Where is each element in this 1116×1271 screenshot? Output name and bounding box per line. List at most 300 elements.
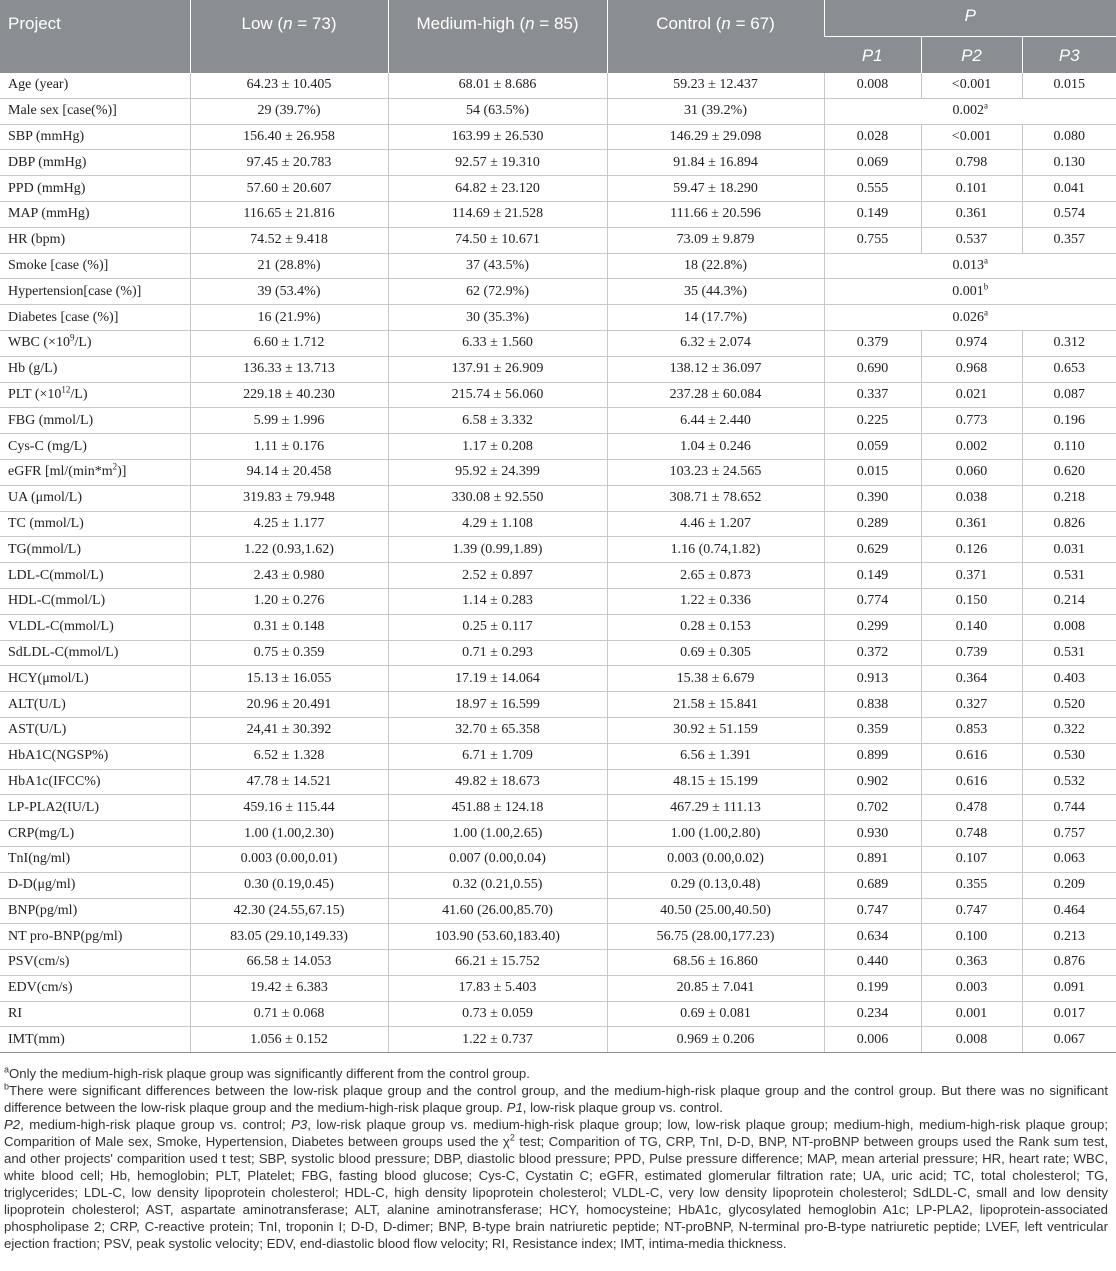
cell-control: 146.29 ± 29.098 [607,124,824,150]
row-label-text: Diabetes [case (%)] [8,309,119,325]
row-label [0,898,190,924]
row-label-text: SdLDL-C(mmol/L) [8,644,119,660]
cell-medium-high: 1.39 (0.99,1.89) [388,537,607,563]
row-label [0,950,190,976]
cell-medium-high: 18.97 ± 16.599 [388,692,607,718]
cell-p3: 0.067 [1022,1027,1116,1053]
cell-p3: 0.520 [1022,692,1116,718]
cell-p-merged [824,279,1116,305]
table-row [0,846,1116,872]
cell-p3: 0.403 [1022,666,1116,692]
table-row [0,124,1116,150]
cell-medium-high: 103.90 (53.60,183.40) [388,924,607,950]
row-label-tail: /L) [70,386,88,402]
row-label [0,150,190,176]
cell-p2: 0.616 [921,769,1022,795]
row-label-text: Hypertension[case (%)] [8,283,142,299]
cell-low: 459.16 ± 115.44 [190,795,388,821]
cell-medium-high: 64.82 ± 23.120 [388,176,607,202]
table-row [0,614,1116,640]
row-label [0,563,190,589]
row-label [0,614,190,640]
cell-medium-high: 37 (43.5%) [388,253,607,279]
cell-p2: 0.371 [921,563,1022,589]
row-label-text: TnI(ng/ml) [8,851,71,867]
cell-medium-high: 0.73 ± 0.059 [388,1001,607,1027]
cell-p1: 0.634 [824,924,921,950]
cell-medium-high: 0.71 ± 0.293 [388,640,607,666]
cell-control: 91.84 ± 16.894 [607,150,824,176]
cell-low: 229.18 ± 40.230 [190,382,388,408]
cell-medium-high: 330.08 ± 92.550 [388,485,607,511]
cell-medium-high: 163.99 ± 26.530 [388,124,607,150]
cell-low: 0.71 ± 0.068 [190,1001,388,1027]
cell-medium-high: 49.82 ± 18.673 [388,769,607,795]
row-label-text: WBC (×10 [8,335,70,351]
cell-medium-high: 92.57 ± 19.310 [388,150,607,176]
cell-p3: 0.214 [1022,588,1116,614]
table-row [0,769,1116,795]
table-row [0,975,1116,1001]
cell-control: 2.65 ± 0.873 [607,563,824,589]
cell-control: 237.28 ± 60.084 [607,382,824,408]
cell-control: 73.09 ± 9.879 [607,227,824,253]
p-value-note: a [984,100,989,111]
row-label [0,305,190,331]
row-label-text: ALT(U/L) [8,696,66,712]
row-label [0,588,190,614]
cell-p1: 0.690 [824,356,921,382]
cell-medium-high: 2.52 ± 0.897 [388,563,607,589]
cell-control: 18 (22.8%) [607,253,824,279]
cell-p2: 0.616 [921,743,1022,769]
cell-p2: 0.107 [921,846,1022,872]
cell-p1: 0.891 [824,846,921,872]
cell-low: 24,41 ± 30.392 [190,717,388,743]
row-label [0,1001,190,1027]
cell-medium-high: 54 (63.5%) [388,98,607,124]
cell-p3: 0.312 [1022,330,1116,356]
row-label-tail: )] [117,464,127,480]
row-label-text: Cys-C (mg/L) [8,438,87,454]
row-label [0,459,190,485]
row-label-text: Smoke [case (%)] [8,257,109,273]
cell-p2: 0.100 [921,924,1022,950]
cell-control: 59.23 ± 12.437 [607,73,824,98]
cell-control: 68.56 ± 16.860 [607,950,824,976]
table-row [0,692,1116,718]
cell-p3: 0.087 [1022,382,1116,408]
cell-p2: 0.748 [921,821,1022,847]
cell-p1: 0.149 [824,201,921,227]
row-label-text: BNP(pg/ml) [8,902,78,918]
cell-p-merged [824,305,1116,331]
cell-low: 0.30 (0.19,0.45) [190,872,388,898]
row-label-text: TC (mmol/L) [8,515,84,531]
row-label-text: D-D(μg/ml) [8,877,76,893]
cell-p1: 0.930 [824,821,921,847]
p-value: 0.013 [952,257,985,273]
cell-control: 308.71 ± 78.652 [607,485,824,511]
table-header [0,0,1116,73]
row-label [0,227,190,253]
cell-p2: 0.361 [921,511,1022,537]
row-label-text: FBG (mmol/L) [8,412,94,428]
cell-medium-high: 1.14 ± 0.283 [388,588,607,614]
row-label [0,975,190,1001]
table-row [0,330,1116,356]
header-project: Project [0,0,190,73]
cell-p1: 0.225 [824,408,921,434]
cell-low: 47.78 ± 14.521 [190,769,388,795]
row-label-text: PSV(cm/s) [8,954,70,970]
row-label-text: CRP(mg/L) [8,825,75,841]
cell-p2: 0.747 [921,898,1022,924]
cell-medium-high: 215.74 ± 56.060 [388,382,607,408]
header-medium-high: Medium-high (n = 85) [388,0,607,73]
cell-p2: 0.101 [921,176,1022,202]
cell-p1: 0.899 [824,743,921,769]
cell-control: 0.69 ± 0.081 [607,1001,824,1027]
row-label [0,743,190,769]
cell-p3: 0.532 [1022,769,1116,795]
cell-p2: <0.001 [921,124,1022,150]
cell-p1: 0.629 [824,537,921,563]
row-label [0,485,190,511]
p-value-note: a [984,255,989,266]
cell-control: 138.12 ± 36.097 [607,356,824,382]
cell-p1: 0.069 [824,150,921,176]
table-row [0,356,1116,382]
cell-p3: 0.110 [1022,434,1116,460]
cell-low: 6.60 ± 1.712 [190,330,388,356]
cell-p1: 0.774 [824,588,921,614]
table-row [0,898,1116,924]
table-row [0,382,1116,408]
cell-p1: 0.689 [824,872,921,898]
cell-p1: 0.028 [824,124,921,150]
cell-p1: 0.372 [824,640,921,666]
table-row [0,98,1116,124]
cell-p2: 0.021 [921,382,1022,408]
table-footnotes [0,1053,1116,1252]
table-row [0,743,1116,769]
row-label-text: UA (μmol/L) [8,490,82,506]
cell-p1: 0.902 [824,769,921,795]
cell-p2: 0.002 [921,434,1022,460]
cell-p3: 0.213 [1022,924,1116,950]
cell-p3: 0.620 [1022,459,1116,485]
cell-medium-high: 32.70 ± 65.358 [388,717,607,743]
row-label [0,924,190,950]
cell-p3: 0.091 [1022,975,1116,1001]
cell-p3: 0.531 [1022,563,1116,589]
row-label-text: PLT (×10 [8,386,62,402]
row-label-text: RI [8,1006,22,1022]
cell-medium-high: 68.01 ± 8.686 [388,73,607,98]
cell-control: 15.38 ± 6.679 [607,666,824,692]
cell-control: 0.28 ± 0.153 [607,614,824,640]
row-label [0,176,190,202]
cell-p2: 0.060 [921,459,1022,485]
row-label [0,434,190,460]
footnote-a: $^a$Only the medium-high-risk plaque group was significantly different from the control group. [4,1064,530,1082]
cell-p1: 0.913 [824,666,921,692]
cell-medium-high: 17.83 ± 5.403 [388,975,607,1001]
row-label [0,795,190,821]
row-label [0,821,190,847]
cell-p2: 0.537 [921,227,1022,253]
cell-p3: 0.574 [1022,201,1116,227]
row-label-text: IMT(mm) [8,1031,65,1047]
cell-control: 6.56 ± 1.391 [607,743,824,769]
cell-low: 0.31 ± 0.148 [190,614,388,640]
row-label-text: LP-PLA2(IU/L) [8,799,99,815]
cell-p1: 0.337 [824,382,921,408]
row-label [0,279,190,305]
footnote-abbreviations: P2, medium-high-risk plaque group vs. control; P3, low-risk plaque group vs. medium-high-risk plaque group; low, low-risk plaque group; medium-high, medium-high-risk plaque group; Comparition of Male sex, Smoke, Hypertension, Diabetes between groups used the $\chi^2$ test; Comparition of TG, CRP, TnI, D-D, BNP, NT-proBNP between groups used the Rank sum test, and other projects' comparition used t test; SBP, systolic blood pressure; DBP, diastolic blood pressure; PPD, Pulse pressure difference; MAP, mean arterial pressure; HR, heart rate; WBC, white blood cell; Hb, hemoglobin; PLT, Platelet; FBG, fasting blood glucose; Cys-C, Cystatin C; eGFR, estimated glomerular filtration rate; UA, uric acid; TC, total cholesterol; TG, triglycerides; LDL-C, low density lipoprotein cholesterol; HDL-C, high density lipoprotein cholesterol; VLDL-C, very low density lipoprotein cholesterol; SdLDL-C, small and low density lipoprotein cholesterol; AST, aspartate aminotransferase; ALT, alanine aminotransferase; HCY, homocysteine; HbA1c, glycosylated hemoglobin A1c; LP-PLA2, lipoprotein-associated phospholipase 2; CRP, C-reactive protein; TnI, troponin I; D-D, D-dimer; BNP, B-type brain natriuretic peptide; NT-proBNP, N-terminal pro-B-type natriuretic peptide; LVEF, left ventricular ejection fraction; PSV, peak systolic velocity; EDV, end-diastolic blood flow velocity; RI, Resistance index; IMT, intima-media thickness. [4,1117,1109,1252]
cell-p2: <0.001 [921,73,1022,98]
cell-low: 94.14 ± 20.458 [190,459,388,485]
table-row [0,408,1116,434]
cell-p-merged [824,98,1116,124]
cell-low: 15.13 ± 16.055 [190,666,388,692]
cell-low: 116.65 ± 21.816 [190,201,388,227]
cell-p3: 0.031 [1022,537,1116,563]
row-label [0,846,190,872]
table-row [0,537,1116,563]
cell-p2: 0.140 [921,614,1022,640]
row-label [0,356,190,382]
cell-p3: 0.041 [1022,176,1116,202]
row-label [0,872,190,898]
cell-p2: 0.126 [921,537,1022,563]
table-row [0,666,1116,692]
cell-p2: 0.361 [921,201,1022,227]
cell-control: 0.969 ± 0.206 [607,1027,824,1053]
cell-p3: 0.322 [1022,717,1116,743]
cell-low: 1.22 (0.93,1.62) [190,537,388,563]
cell-p1: 0.289 [824,511,921,537]
cell-p3: 0.130 [1022,150,1116,176]
row-label [0,537,190,563]
cell-control: 48.15 ± 15.199 [607,769,824,795]
cell-p1: 0.199 [824,975,921,1001]
row-label-text: MAP (mmHg) [8,206,90,222]
cell-p3: 0.531 [1022,640,1116,666]
table-row [0,640,1116,666]
table-row [0,795,1116,821]
cell-p1: 0.755 [824,227,921,253]
cell-p2: 0.773 [921,408,1022,434]
cell-p1: 0.006 [824,1027,921,1053]
cell-low: 156.40 ± 26.958 [190,124,388,150]
cell-control: 467.29 ± 111.13 [607,795,824,821]
p-value-note: a [984,306,989,317]
cell-p1: 0.555 [824,176,921,202]
cell-low: 319.83 ± 79.948 [190,485,388,511]
cell-medium-high: 0.25 ± 0.117 [388,614,607,640]
cell-p2: 0.150 [921,588,1022,614]
cell-medium-high: 66.21 ± 15.752 [388,950,607,976]
cell-control: 31 (39.2%) [607,98,824,124]
row-label-text: HbA1C(NGSP%) [8,748,109,764]
cell-p3: 0.744 [1022,795,1116,821]
cell-low: 20.96 ± 20.491 [190,692,388,718]
cell-p3: 0.826 [1022,511,1116,537]
table-row [0,1027,1116,1053]
cell-low: 42.30 (24.55,67.15) [190,898,388,924]
table-row [0,924,1116,950]
table-row [0,73,1116,98]
cell-p2: 0.974 [921,330,1022,356]
cell-low: 0.003 (0.00,0.01) [190,846,388,872]
cell-control: 1.22 ± 0.336 [607,588,824,614]
cell-p1: 0.838 [824,692,921,718]
cell-medium-high: 74.50 ± 10.671 [388,227,607,253]
row-label [0,98,190,124]
cell-p3: 0.653 [1022,356,1116,382]
cell-p1: 0.299 [824,614,921,640]
cell-low: 19.42 ± 6.383 [190,975,388,1001]
row-label [0,201,190,227]
row-label-text: SBP (mmHg) [8,128,85,144]
cell-p1: 0.379 [824,330,921,356]
cell-p1: 0.390 [824,485,921,511]
table-row [0,717,1116,743]
cell-p1: 0.149 [824,563,921,589]
cell-p3: 0.357 [1022,227,1116,253]
cell-p3: 0.218 [1022,485,1116,511]
cell-medium-high: 0.32 (0.21,0.55) [388,872,607,898]
cell-low: 136.33 ± 13.713 [190,356,388,382]
cell-low: 57.60 ± 20.607 [190,176,388,202]
cell-medium-high: 4.29 ± 1.108 [388,511,607,537]
cell-p2: 0.363 [921,950,1022,976]
row-label [0,1027,190,1053]
cell-medium-high: 114.69 ± 21.528 [388,201,607,227]
cell-low: 2.43 ± 0.980 [190,563,388,589]
cell-medium-high: 41.60 (26.00,85.70) [388,898,607,924]
cell-control: 0.003 (0.00,0.02) [607,846,824,872]
row-label-text: Male sex [case(%)] [8,103,117,119]
cell-low: 97.45 ± 20.783 [190,150,388,176]
cell-low: 64.23 ± 10.405 [190,73,388,98]
row-label-text: HCY(μmol/L) [8,670,89,686]
cell-control: 111.66 ± 20.596 [607,201,824,227]
cell-p3: 0.196 [1022,408,1116,434]
cell-p1: 0.059 [824,434,921,460]
table-body [0,73,1116,1053]
table-row [0,588,1116,614]
cell-medium-high: 62 (72.9%) [388,279,607,305]
header-p: P [824,0,1116,37]
cell-medium-high: 95.92 ± 24.399 [388,459,607,485]
row-label [0,330,190,356]
cell-p3: 0.063 [1022,846,1116,872]
row-label-text: AST(U/L) [8,722,67,738]
row-label-text: NT pro-BNP(pg/ml) [8,928,123,944]
row-label [0,692,190,718]
row-label [0,73,190,98]
table-row [0,821,1116,847]
cell-medium-high: 6.58 ± 3.332 [388,408,607,434]
cell-p1: 0.702 [824,795,921,821]
cell-control: 30.92 ± 51.159 [607,717,824,743]
cell-p1: 0.015 [824,459,921,485]
row-label-superscript: 2 [112,461,118,472]
cell-p3: 0.015 [1022,73,1116,98]
cell-p2: 0.739 [921,640,1022,666]
row-label [0,124,190,150]
cell-control: 6.32 ± 2.074 [607,330,824,356]
row-label-text: DBP (mmHg) [8,154,87,170]
row-label-text: HbA1c(IFCC%) [8,773,101,789]
cell-low: 83.05 (29.10,149.33) [190,924,388,950]
cell-low: 1.056 ± 0.152 [190,1027,388,1053]
row-label-text: Age (year) [8,77,69,93]
cell-low: 21 (28.8%) [190,253,388,279]
cell-p3: 0.209 [1022,872,1116,898]
cell-control: 1.04 ± 0.246 [607,434,824,460]
cell-low: 66.58 ± 14.053 [190,950,388,976]
cell-low: 4.25 ± 1.177 [190,511,388,537]
table-row [0,950,1116,976]
cell-p2: 0.364 [921,666,1022,692]
cell-medium-high: 137.91 ± 26.909 [388,356,607,382]
cell-control: 6.44 ± 2.440 [607,408,824,434]
cell-medium-high: 1.00 (1.00,2.65) [388,821,607,847]
cell-control: 4.46 ± 1.207 [607,511,824,537]
cell-control: 56.75 (28.00,177.23) [607,924,824,950]
cell-p2: 0.327 [921,692,1022,718]
cell-low: 5.99 ± 1.996 [190,408,388,434]
row-label [0,382,190,408]
row-label-text: HDL-C(mmol/L) [8,593,106,609]
row-label-tail: /L) [74,335,92,351]
cell-p-merged [824,253,1116,279]
cell-p1: 0.359 [824,717,921,743]
row-label [0,666,190,692]
table-row [0,434,1116,460]
table-row [0,150,1116,176]
cell-p2: 0.001 [921,1001,1022,1027]
cell-p2: 0.968 [921,356,1022,382]
header-low: Low (n = 73) [190,0,388,73]
cell-p2: 0.008 [921,1027,1022,1053]
cell-low: 74.52 ± 9.418 [190,227,388,253]
cell-p3: 0.530 [1022,743,1116,769]
cell-low: 0.75 ± 0.359 [190,640,388,666]
cell-control: 20.85 ± 7.041 [607,975,824,1001]
header-control: Control (n = 67) [607,0,824,73]
cell-p3: 0.017 [1022,1001,1116,1027]
cell-low: 1.00 (1.00,2.30) [190,821,388,847]
row-label-text: LDL-C(mmol/L) [8,567,104,583]
cell-low: 29 (39.7%) [190,98,388,124]
footnote-b: $^b$There were significant differences between the low-risk plaque group and the control group, and the medium-high-risk plaque group and the control group. But there was no significant difference between the low-risk plaque group and the medium-high-risk plaque group. P1, low-risk plaque group vs. control. [4,1081,1108,1116]
row-label [0,408,190,434]
cell-control: 40.50 (25.00,40.50) [607,898,824,924]
cell-p1: 0.747 [824,898,921,924]
cell-p3: 0.080 [1022,124,1116,150]
cell-medium-high: 6.33 ± 1.560 [388,330,607,356]
cell-control: 0.29 (0.13,0.48) [607,872,824,898]
row-label-text: Hb (g/L) [8,361,58,377]
cell-p1: 0.440 [824,950,921,976]
cell-p1: 0.008 [824,73,921,98]
row-label [0,253,190,279]
